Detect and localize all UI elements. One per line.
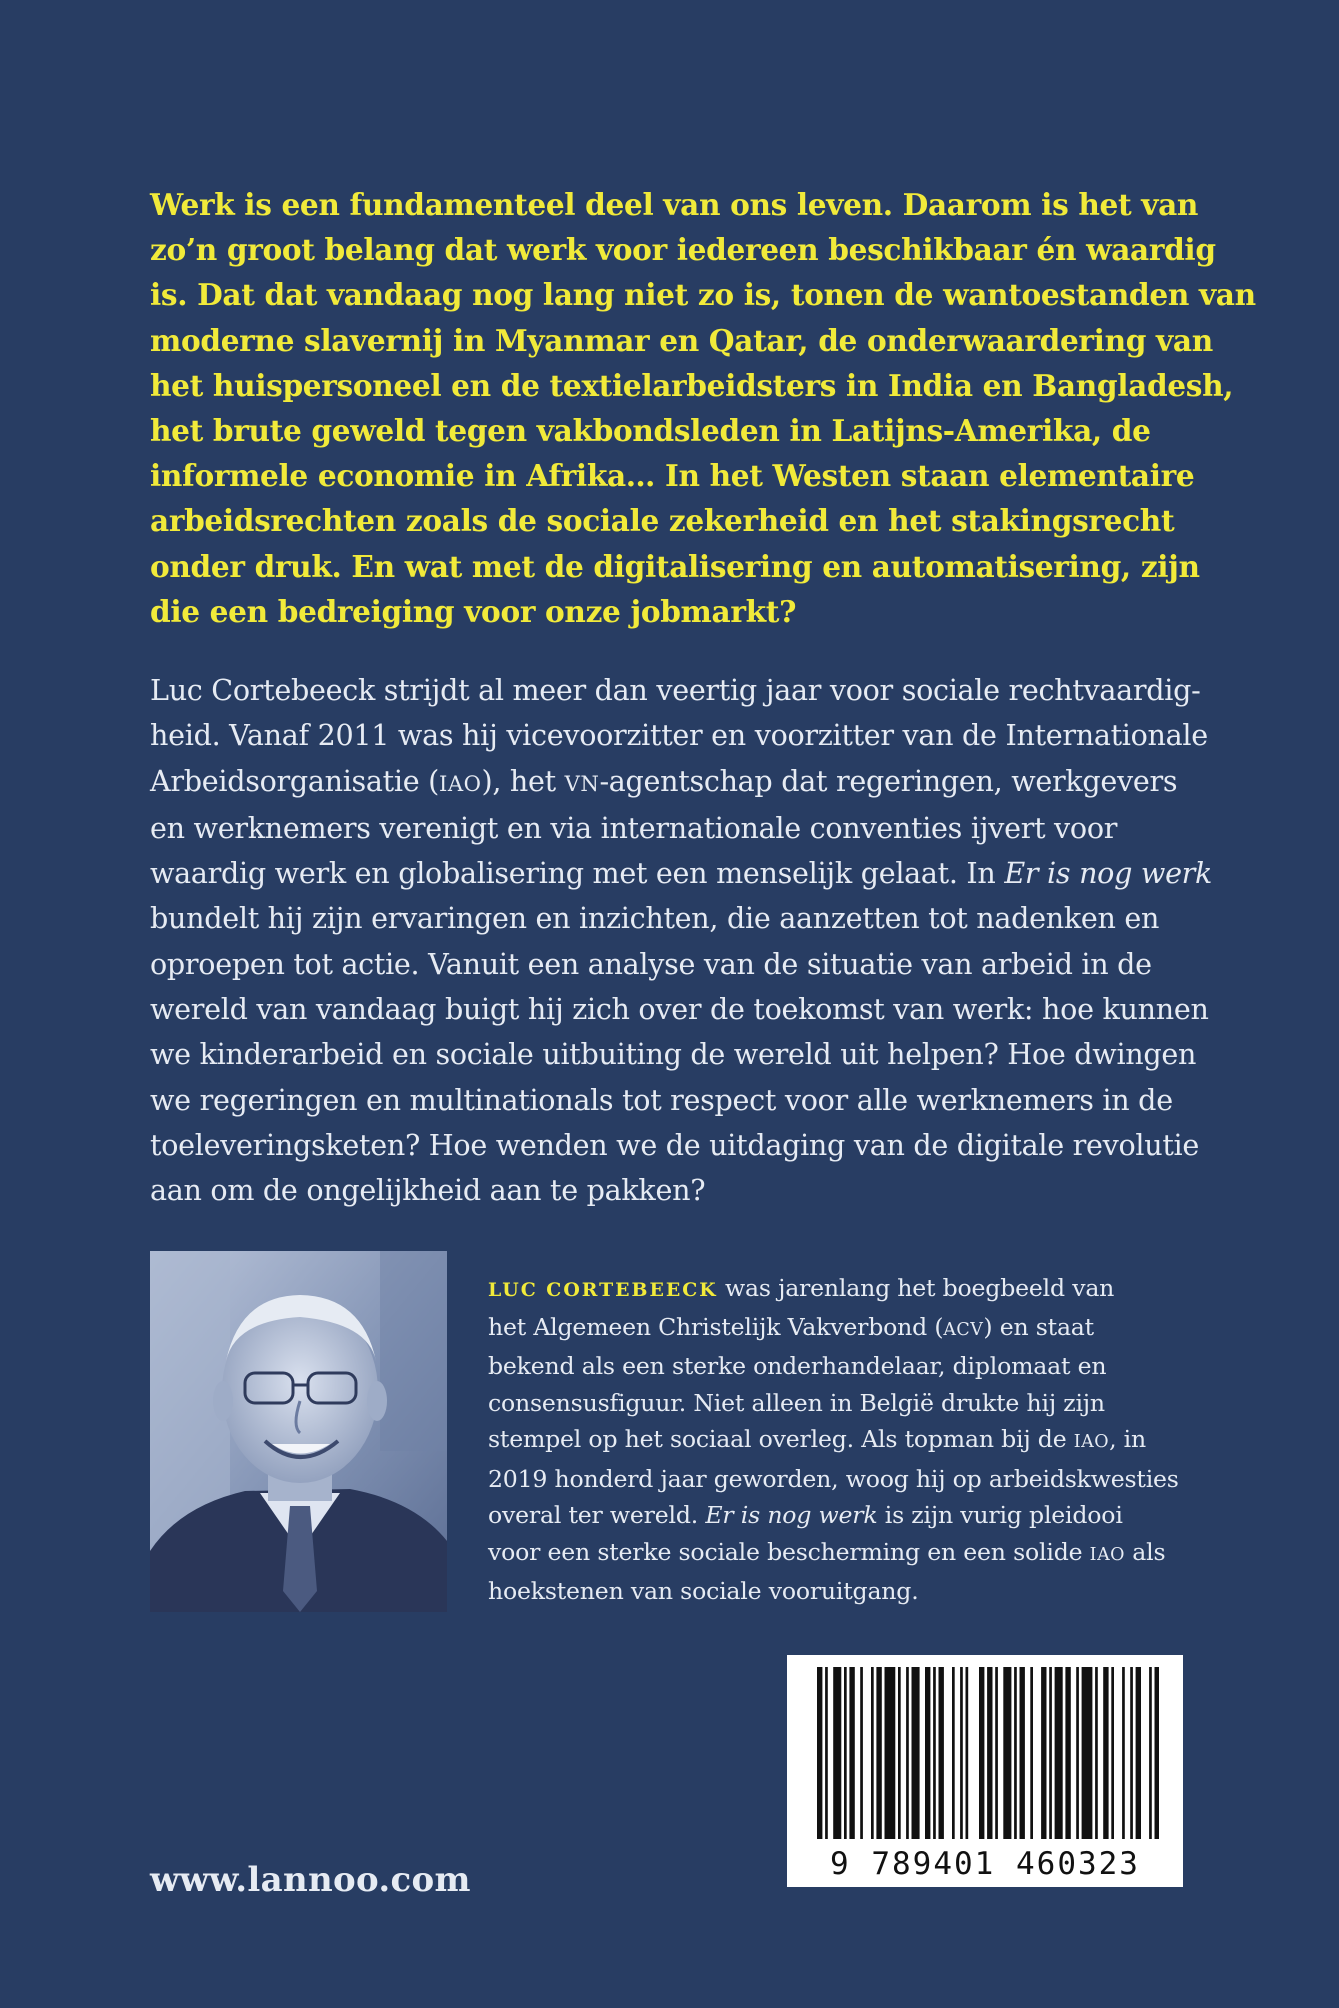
body-line: Luc Cortebeeck strijdt al meer dan veertig jaar voor sociale rechtvaardig- <box>150 673 1201 707</box>
intro-paragraph <box>150 182 1256 634</box>
barcode-bar <box>906 1667 909 1839</box>
barcode-bar <box>1111 1667 1114 1839</box>
bio-text: overal ter wereld. <box>488 1501 706 1529</box>
body-line: wereld van vandaag buigt hij zich over de toekomst van werk: hoe kunnen <box>150 992 1209 1027</box>
bio-text: als <box>1124 1537 1166 1566</box>
bio-line <box>488 1309 1188 1349</box>
abbr-iao: IAO <box>1073 1432 1110 1452</box>
intro-line: is. Dat dat vandaag nog lang niet zo is, tonen de wantoestanden van <box>150 277 1256 313</box>
book-title: Er is nog werk <box>1004 856 1213 891</box>
body-text: -agentschap dat regeringen, werkgevers <box>599 763 1178 798</box>
barcode-bar <box>1003 1667 1011 1839</box>
bio-text: voor een sterke sociale bescherming en een solide <box>488 1537 1090 1566</box>
barcode-bar <box>849 1667 854 1839</box>
intro-line: Werk is een fundamenteel deel van ons leven. Daarom is het van <box>150 187 1199 222</box>
barcode-bar <box>1095 1667 1098 1839</box>
body-line: oproepen tot actie. Vanuit een analyse van de situatie van arbeid in de <box>150 946 1152 981</box>
barcode-bar <box>912 1667 920 1839</box>
bio-text: , in <box>1109 1425 1147 1453</box>
barcode-bar <box>979 1667 984 1839</box>
body-text: ), het <box>481 763 565 798</box>
publisher-website[interactable]: www.lannoo.com <box>150 1860 471 1900</box>
barcode-bar <box>952 1667 955 1839</box>
body-line: en werknemers verenigt en via internationale conventies ijvert voor <box>150 810 1118 845</box>
intro-line: die een bedreiging voor onze jobmarkt? <box>150 593 797 629</box>
barcode-bar <box>898 1667 901 1839</box>
description-paragraph <box>150 668 1213 1214</box>
barcode-bar <box>871 1667 874 1839</box>
barcode-bar <box>933 1667 936 1839</box>
barcode-bar <box>1155 1667 1160 1839</box>
bio-text: ) en staat <box>983 1312 1094 1341</box>
barcode-bar <box>960 1667 963 1839</box>
author-portrait-illustration <box>150 1251 447 1612</box>
bio-line <box>488 1270 1188 1309</box>
barcode-bar <box>1130 1667 1133 1839</box>
intro-line: zo’n groot belang dat werk voor iedereen beschikbaar én waardig <box>150 232 1216 268</box>
barcode-bar <box>1103 1667 1108 1839</box>
barcode-bar <box>885 1667 896 1839</box>
book-title: Er is nog werk <box>705 1501 878 1529</box>
body-line: heid. Vanaf 2011 was hij vicevoorzitter en voorzitter van de Internationale <box>150 718 1208 753</box>
barcode-bar <box>1049 1667 1052 1839</box>
abbr-acv: ACV <box>943 1319 984 1340</box>
barcode-bar <box>1076 1667 1079 1839</box>
barcode-bar <box>1149 1667 1152 1839</box>
barcode-bar <box>1122 1667 1125 1839</box>
body-text: Arbeidsorganisatie ( <box>150 763 439 798</box>
body-line <box>150 759 1200 806</box>
bio-line <box>488 1534 1188 1574</box>
bio-line <box>488 1497 1188 1534</box>
barcode-bar <box>817 1667 822 1839</box>
intro-line: het brute geweld tegen vakbondsleden in Latijns-Amerika, de <box>150 413 1151 449</box>
barcode-bar <box>939 1667 944 1839</box>
body-text: waardig werk en globalisering met een menselijk gelaat. In <box>150 856 1005 891</box>
bio-line: hoekstenen van sociale vooruitgang. <box>488 1577 919 1605</box>
intro-line: onder druk. En wat met de digitalisering en automatisering, zijn <box>150 548 1200 584</box>
barcode-bar <box>844 1667 847 1839</box>
abbr-iao: IAO <box>1089 1544 1125 1565</box>
author-photo <box>150 1251 447 1612</box>
barcode-bar <box>995 1667 998 1839</box>
barcode-bar <box>1082 1667 1093 1839</box>
author-bio <box>488 1270 1188 1610</box>
bio-text: stempel op het sociaal overleg. Als topman bij de <box>488 1425 1074 1453</box>
body-line: aan om de ongelijkheid aan te pakken? <box>150 1173 706 1208</box>
body-line: we kinderarbeid en sociale uitbuiting de wereld uit helpen? Hoe dwingen <box>150 1037 1197 1072</box>
isbn-number: 9 789401 460323 <box>830 1846 1140 1882</box>
isbn-barcode <box>787 1655 1183 1887</box>
bio-line: bekend als een sterke onderhandelaar, diplomaat en <box>488 1352 1107 1380</box>
barcode-bar <box>966 1667 969 1839</box>
body-line: we regeringen en multinationals tot respect voor alle werknemers in de <box>150 1082 1173 1117</box>
barcode-bar <box>925 1667 930 1839</box>
barcode-bar <box>1041 1667 1046 1839</box>
intro-line: informele economie in Afrika… In het Westen staan elementaire <box>150 458 1195 494</box>
barcode-bar <box>1014 1667 1017 1839</box>
intro-line: moderne slavernij in Myanmar en Qatar, de onderwaardering van <box>150 322 1213 358</box>
barcode-bar <box>1020 1667 1025 1839</box>
bio-line: 2019 honderd jaar geworden, woog hij op arbeidskwesties <box>488 1464 1179 1493</box>
abbr-iao: IAO <box>439 770 482 796</box>
bio-line: consensusfiguur. Niet alleen in België drukte hij zijn <box>488 1388 1105 1417</box>
body-line: bundelt hij zijn ervaringen en inzichten, die aanzetten tot nadenken en <box>150 901 1160 936</box>
intro-line: arbeidsrechten zoals de sociale zekerheid en het stakingsrecht <box>150 503 1175 539</box>
intro-line: het huispersoneel en de textielarbeidsters in India en Bangladesh, <box>150 367 1234 403</box>
bio-text: het Algemeen Christelijk Vakverbond ( <box>488 1312 944 1341</box>
bio-text: is zijn vurig pleidooi <box>877 1501 1123 1529</box>
bio-text: was jarenlang het boegbeeld van <box>717 1274 1115 1302</box>
barcode-bar <box>1030 1667 1033 1839</box>
body-line <box>150 851 1213 896</box>
barcode-bar <box>1136 1667 1141 1839</box>
abbr-vn: VN <box>564 770 600 796</box>
barcode-bar <box>1065 1667 1070 1839</box>
barcode-bar <box>876 1667 881 1839</box>
barcode-bar <box>825 1667 828 1839</box>
author-name: LUC CORTEBEECK <box>488 1279 718 1301</box>
barcode-bar <box>1055 1667 1063 1839</box>
barcode-bar <box>860 1667 863 1839</box>
barcode-bar <box>987 1667 992 1839</box>
barcode-bar <box>833 1667 841 1839</box>
bio-line <box>488 1421 1188 1461</box>
body-line: toeleveringsketen? Hoe wenden we de uitdaging van de digitale revolutie <box>150 1127 1200 1162</box>
